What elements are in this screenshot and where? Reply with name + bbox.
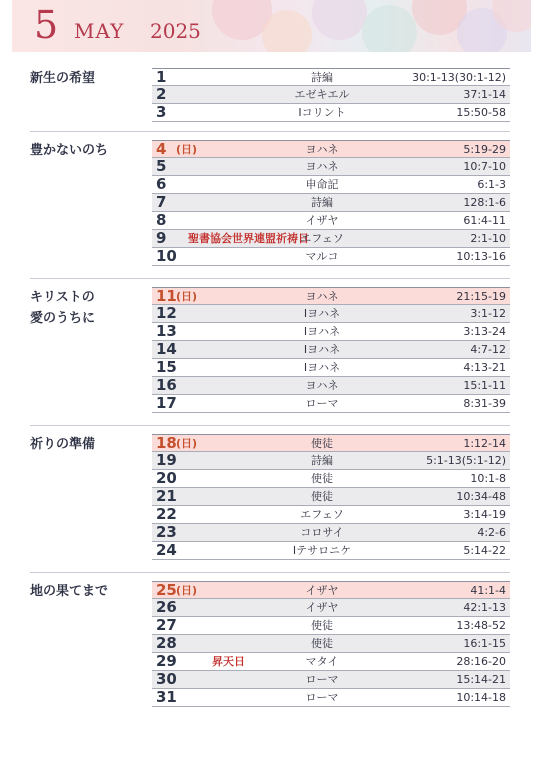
book-name: 使徒: [311, 619, 333, 632]
day-number: 12: [156, 304, 177, 322]
verse-reference: 37:1-14: [463, 88, 506, 101]
verse-reference: 16:1-15: [463, 637, 506, 650]
day-number: 1: [156, 68, 167, 86]
book-name: エフェソ: [300, 232, 344, 245]
reading-rows: [152, 68, 510, 122]
day-number: 10: [156, 247, 177, 265]
book-name: ローマ: [305, 691, 339, 704]
day-number: 4: [156, 140, 167, 158]
verse-reference: 128:1-6: [463, 196, 506, 209]
book-name: Ⅰテサロニケ: [292, 544, 352, 557]
day-number: 29: [156, 652, 177, 670]
book-name: Ⅰヨハネ: [303, 361, 341, 374]
reading-row: [152, 599, 510, 617]
reading-row: [152, 359, 510, 377]
day-number: 23: [156, 523, 177, 541]
book-name: マルコ: [305, 250, 339, 263]
book-name: 詩編: [311, 454, 333, 467]
book-name: 使徒: [311, 637, 333, 650]
reading-row: [152, 506, 510, 524]
reading-row: [152, 689, 510, 707]
reading-rows: [152, 140, 510, 266]
reading-row: [152, 140, 510, 158]
day-number: 9: [156, 229, 167, 247]
day-number: 3: [156, 103, 167, 121]
verse-reference: 10:1-8: [470, 472, 506, 485]
book-name: Ⅰヨハネ: [303, 307, 341, 320]
decor-circle: [362, 5, 417, 52]
verse-reference: 3:14-19: [463, 508, 506, 521]
reading-rows: [152, 287, 510, 413]
reading-row: [152, 212, 510, 230]
verse-reference: 6:1-3: [477, 178, 506, 191]
book-name: 詩編: [311, 71, 333, 84]
verse-reference: 15:1-11: [463, 379, 506, 392]
section-divider: [30, 131, 510, 132]
verse-reference: 3:13-24: [463, 325, 506, 338]
reading-row: [152, 176, 510, 194]
reading-row: [152, 341, 510, 359]
day-number: 11: [156, 287, 177, 305]
day-number: 27: [156, 616, 177, 634]
verse-reference: 15:50-58: [456, 106, 506, 119]
book-name: イザヤ: [305, 601, 339, 614]
day-number: 17: [156, 394, 177, 412]
verse-reference: 21:15-19: [456, 290, 506, 303]
sunday-marker: (日): [176, 437, 198, 450]
reading-row: [152, 287, 510, 305]
book-name: ヨハネ: [305, 379, 339, 392]
reading-row: [152, 635, 510, 653]
day-number: 8: [156, 211, 167, 229]
week-theme: 地の果てまで: [30, 584, 109, 599]
reading-row: [152, 248, 510, 266]
reading-row: [152, 194, 510, 212]
reading-row: [152, 158, 510, 176]
book-name: 使徒: [311, 437, 333, 450]
section-divider: [30, 425, 510, 426]
month-header: [12, 0, 531, 52]
verse-reference: 5:14-22: [463, 544, 506, 557]
book-name: 申命記: [305, 178, 339, 191]
reading-row: [152, 452, 510, 470]
day-number: 26: [156, 598, 177, 616]
day-number: 6: [156, 175, 167, 193]
book-name: エフェソ: [300, 508, 344, 521]
day-number: 2: [156, 85, 167, 103]
year: 2025: [150, 19, 201, 43]
book-name: 使徒: [311, 472, 333, 485]
verse-reference: 4:7-12: [470, 343, 506, 356]
book-name: ローマ: [305, 673, 339, 686]
book-name: 使徒: [311, 490, 333, 503]
month-name: MAY: [74, 19, 125, 43]
verse-reference: 10:13-16: [456, 250, 506, 263]
verse-reference: 10:34-48: [456, 490, 506, 503]
reading-row: [152, 323, 510, 341]
special-day-note: 聖書協会世界連盟祈祷日: [188, 232, 309, 245]
book-name: エゼキエル: [294, 88, 350, 101]
reading-row: [152, 542, 510, 560]
verse-reference: 10:7-10: [463, 160, 506, 173]
sunday-marker: (日): [176, 584, 198, 597]
verse-reference: 61:4-11: [463, 214, 506, 227]
day-number: 30: [156, 670, 177, 688]
week-theme: 新生の希望: [30, 71, 96, 86]
day-number: 31: [156, 688, 177, 706]
decor-circle: [312, 0, 367, 40]
day-number: 5: [156, 157, 167, 175]
day-number: 16: [156, 376, 177, 394]
verse-reference: 3:1-12: [470, 307, 506, 320]
section-divider: [30, 278, 510, 279]
reading-row: [152, 671, 510, 689]
decor-circle: [262, 10, 312, 52]
day-number: 28: [156, 634, 177, 652]
verse-reference: 8:31-39: [463, 397, 506, 410]
book-name: Ⅰヨハネ: [303, 325, 341, 338]
reading-row: [152, 104, 510, 122]
book-name: ローマ: [305, 397, 339, 410]
reading-rows: [152, 434, 510, 560]
sunday-marker: (日): [176, 290, 198, 303]
day-number: 15: [156, 358, 177, 376]
day-number: 13: [156, 322, 177, 340]
verse-reference: 4:13-21: [463, 361, 506, 374]
day-number: 22: [156, 505, 177, 523]
week-theme: 豊かないのち: [30, 143, 109, 158]
reading-row: [152, 377, 510, 395]
verse-reference: 5:1-13(5:1-12): [426, 454, 506, 467]
reading-row: [152, 488, 510, 506]
special-day-note: 昇天日: [212, 655, 245, 668]
day-number: 24: [156, 541, 177, 559]
verse-reference: 10:14-18: [456, 691, 506, 704]
book-name: マタイ: [305, 655, 339, 668]
verse-reference: 30:1-13(30:1-12): [412, 71, 506, 84]
reading-row: [152, 305, 510, 323]
book-name: ヨハネ: [305, 143, 339, 156]
reading-row: [152, 524, 510, 542]
sunday-marker: (日): [176, 143, 198, 156]
reading-row: [152, 617, 510, 635]
verse-reference: 28:16-20: [456, 655, 506, 668]
reading-row: [152, 86, 510, 104]
day-number: 20: [156, 469, 177, 487]
book-name: Ⅰコリント: [298, 106, 346, 119]
reading-row: [152, 230, 510, 248]
section-divider: [30, 572, 510, 573]
reading-row: [152, 581, 510, 599]
reading-row: [152, 470, 510, 488]
book-name: ヨハネ: [305, 160, 339, 173]
book-name: イザヤ: [305, 584, 339, 597]
verse-reference: 4:2-6: [477, 526, 506, 539]
verse-reference: 13:48-52: [456, 619, 506, 632]
reading-row: [152, 395, 510, 413]
book-name: 詩編: [311, 196, 333, 209]
day-number: 18: [156, 434, 177, 452]
month-number: 5: [34, 3, 59, 47]
day-number: 19: [156, 451, 177, 469]
reading-row: [152, 434, 510, 452]
verse-reference: 41:1-4: [470, 584, 506, 597]
reading-row: [152, 653, 510, 671]
day-number: 7: [156, 193, 167, 211]
reading-rows: [152, 581, 510, 707]
reading-row: [152, 68, 510, 86]
day-number: 14: [156, 340, 177, 358]
verse-reference: 42:1-13: [463, 601, 506, 614]
book-name: Ⅰヨハネ: [303, 343, 341, 356]
week-theme: 祈りの準備: [30, 437, 96, 452]
day-number: 25: [156, 581, 177, 599]
book-name: イザヤ: [305, 214, 339, 227]
book-name: ヨハネ: [305, 290, 339, 303]
verse-reference: 5:19-29: [463, 143, 506, 156]
day-number: 21: [156, 487, 177, 505]
week-theme: キリストの 愛のうちに: [30, 290, 96, 326]
verse-reference: 2:1-10: [470, 232, 506, 245]
book-name: コロサイ: [300, 526, 344, 539]
verse-reference: 1:12-14: [463, 437, 506, 450]
verse-reference: 15:14-21: [456, 673, 506, 686]
